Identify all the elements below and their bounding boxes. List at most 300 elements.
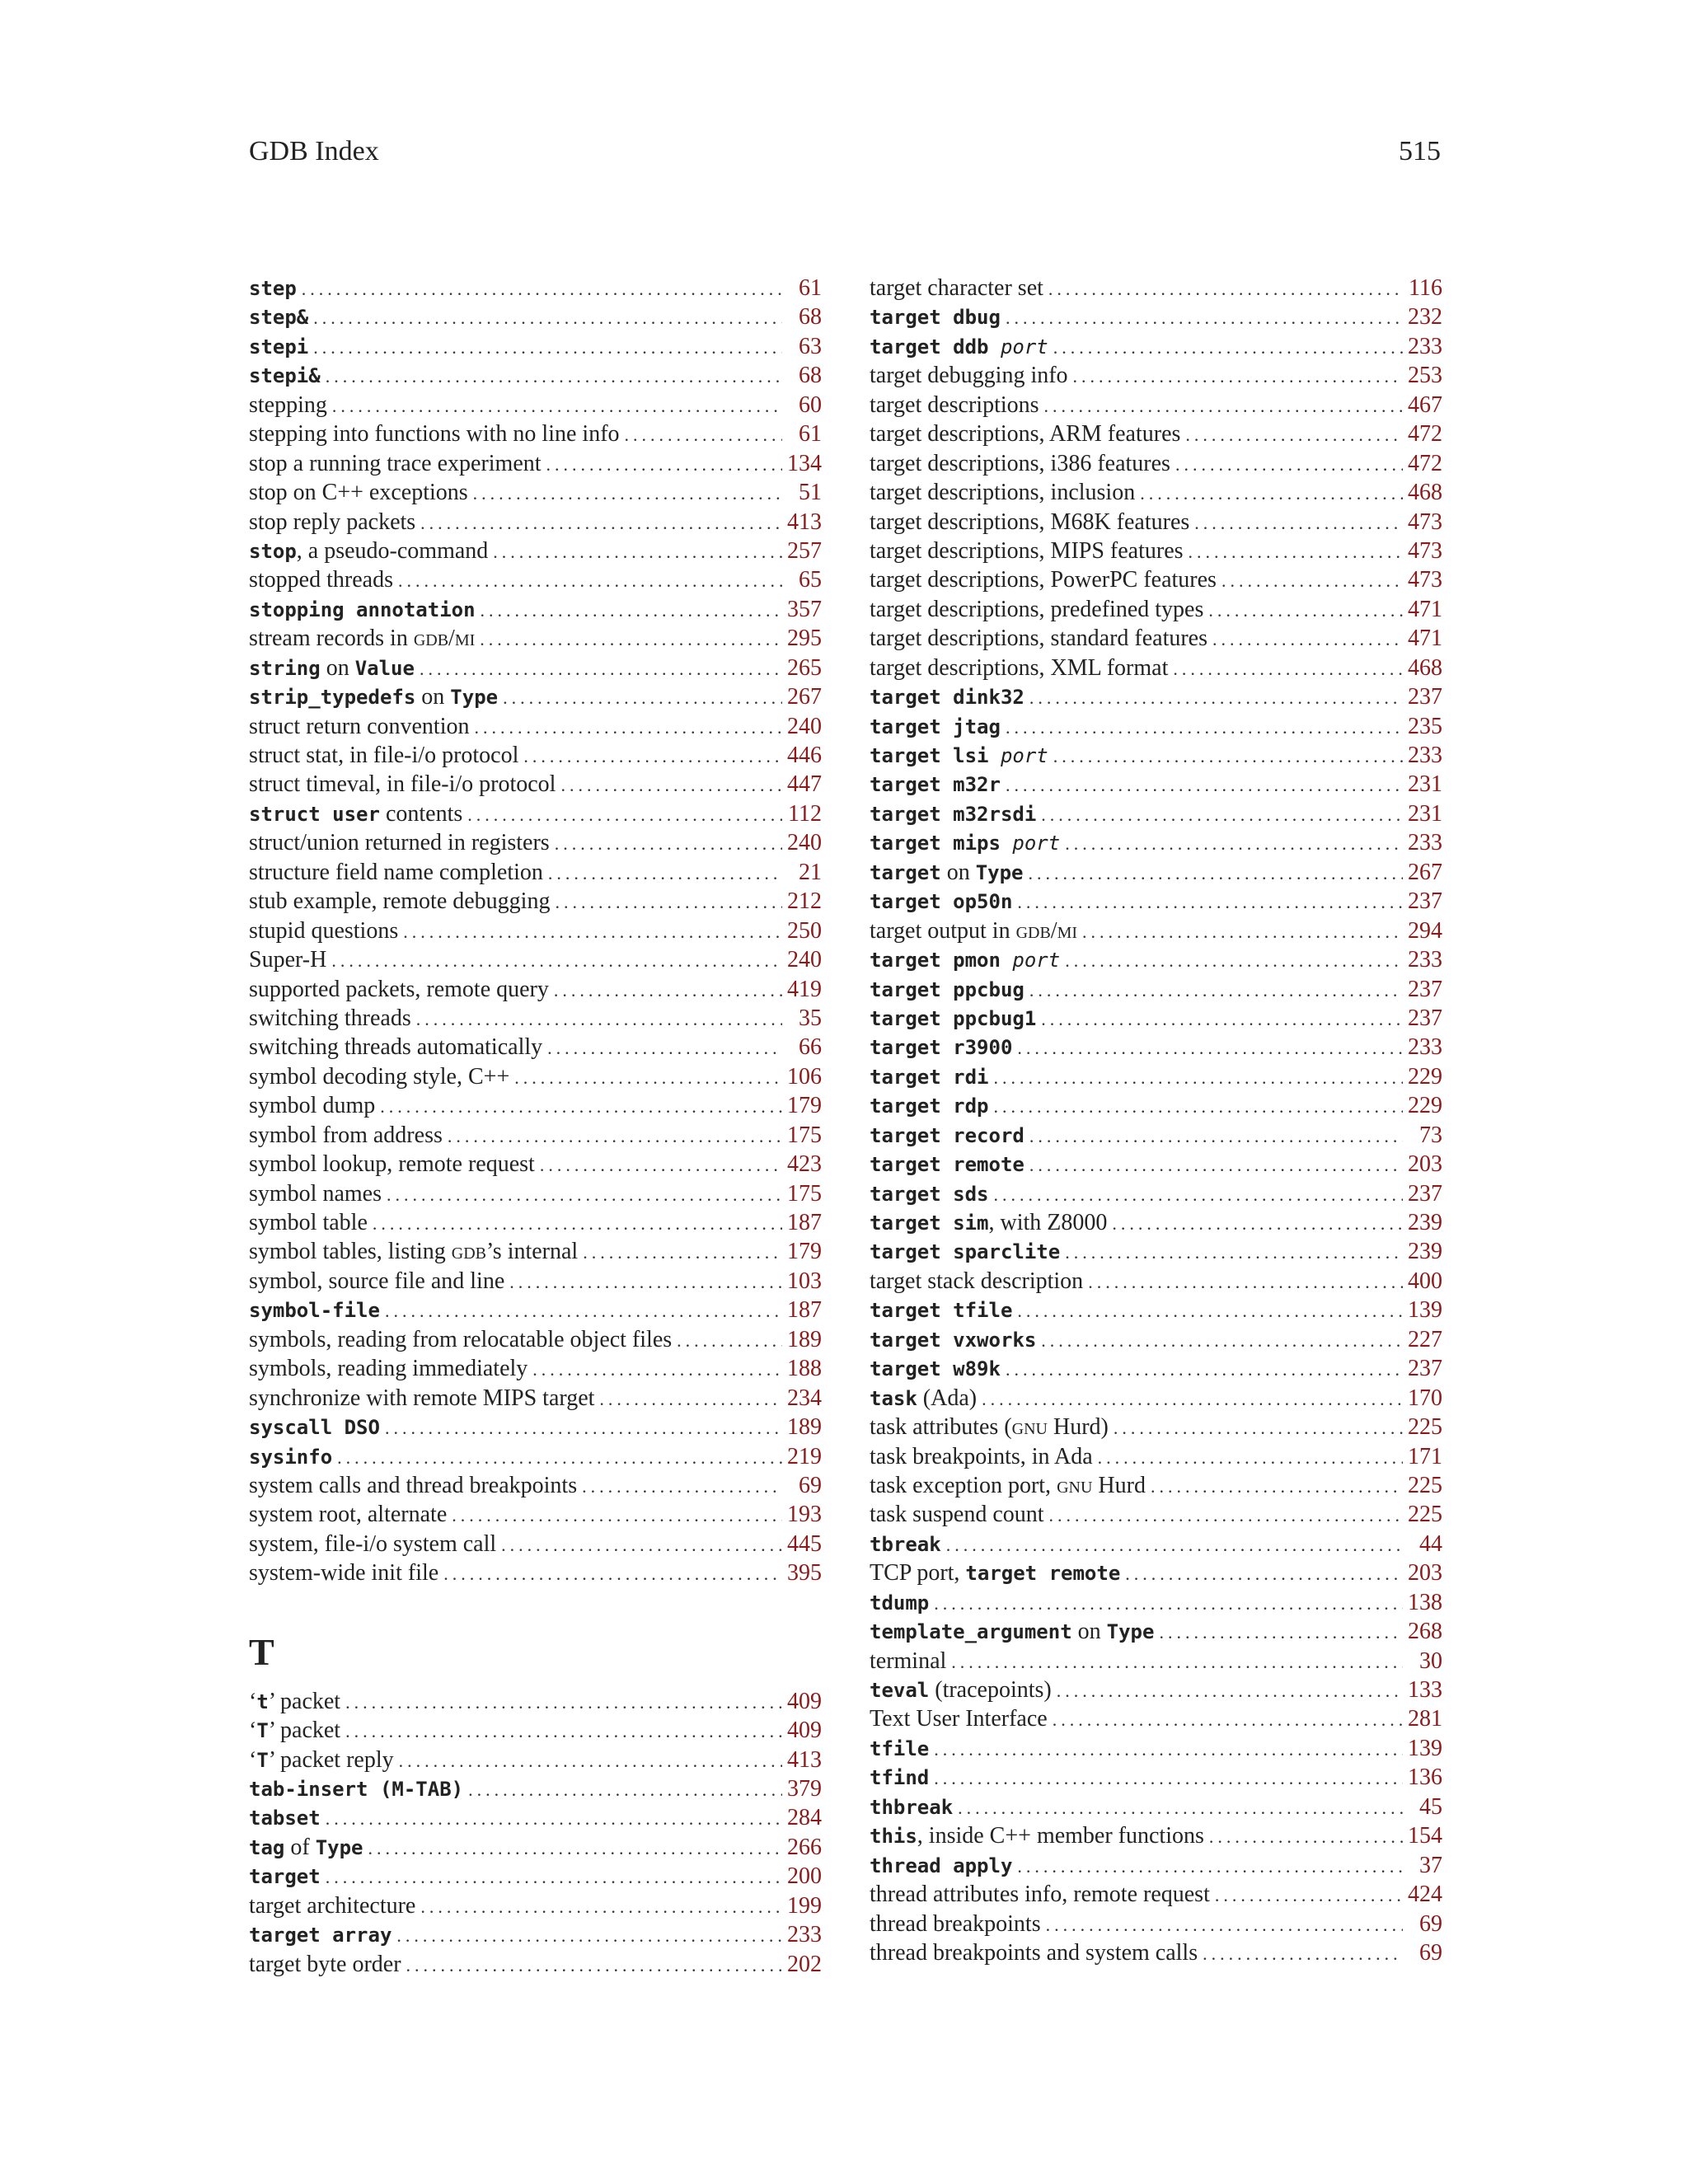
page-link[interactable]: 139 bbox=[1408, 1735, 1442, 1761]
term-part: stop bbox=[249, 539, 297, 563]
index-term bbox=[249, 1033, 542, 1062]
page-link[interactable]: 233 bbox=[1408, 830, 1442, 856]
term-part: switching threads automatically bbox=[249, 1034, 543, 1061]
page-link[interactable]: 233 bbox=[787, 1922, 822, 1948]
dot-leader bbox=[1175, 450, 1403, 478]
page-link[interactable]: 240 bbox=[787, 713, 822, 739]
index-entry bbox=[249, 1746, 822, 1774]
page-link[interactable]: 193 bbox=[787, 1502, 822, 1528]
page-link[interactable]: 231 bbox=[1408, 800, 1442, 827]
index-term bbox=[249, 858, 543, 887]
index-term bbox=[870, 1617, 1154, 1646]
page-link[interactable]: 400 bbox=[1408, 1268, 1442, 1294]
page-link[interactable]: 233 bbox=[1408, 947, 1442, 973]
term-part: Hurd) bbox=[1047, 1414, 1109, 1441]
term-part: port bbox=[1012, 949, 1061, 972]
index-term bbox=[870, 508, 1189, 537]
index-entry bbox=[249, 391, 822, 419]
term-part: symbol decoding style, C++ bbox=[249, 1063, 510, 1090]
index-term bbox=[870, 1851, 1012, 1880]
page-link[interactable]: 44 bbox=[1419, 1530, 1442, 1557]
index-term bbox=[870, 1325, 1036, 1354]
index-entry bbox=[870, 799, 1442, 828]
page-link[interactable]: 187 bbox=[787, 1210, 822, 1235]
index-entry bbox=[249, 1150, 822, 1179]
term-part: port bbox=[1000, 335, 1048, 359]
page-link[interactable]: 116 bbox=[1409, 275, 1442, 301]
page-link[interactable]: 171 bbox=[1408, 1443, 1442, 1469]
index-entry bbox=[249, 682, 822, 711]
term-part: syscall DSO bbox=[249, 1416, 380, 1440]
term-part: target sds bbox=[870, 1182, 989, 1206]
index-entry bbox=[249, 478, 822, 507]
index-term bbox=[249, 1296, 380, 1324]
page-link[interactable]: 232 bbox=[1408, 304, 1442, 330]
page-link[interactable]: 472 bbox=[1408, 421, 1442, 448]
page-link[interactable]: 45 bbox=[1419, 1793, 1442, 1820]
page-link[interactable]: 446 bbox=[787, 743, 822, 768]
page-link[interactable]: 253 bbox=[1408, 363, 1442, 389]
dot-leader bbox=[373, 1209, 782, 1237]
index-term bbox=[249, 1920, 392, 1949]
term-part: target stack description bbox=[870, 1268, 1084, 1294]
dot-leader bbox=[1185, 420, 1403, 448]
dot-leader bbox=[1029, 976, 1403, 1004]
index-entry bbox=[870, 274, 1442, 302]
page-link[interactable]: 268 bbox=[1408, 1619, 1442, 1645]
dot-leader bbox=[946, 1530, 1403, 1558]
page-link[interactable]: 471 bbox=[1408, 626, 1442, 652]
page-link[interactable]: 240 bbox=[787, 830, 822, 856]
page-link[interactable]: 225 bbox=[1408, 1414, 1442, 1441]
term-part: symbols, reading immediately bbox=[249, 1356, 528, 1382]
index-term bbox=[249, 712, 469, 741]
dot-leader bbox=[503, 683, 782, 711]
dot-leader bbox=[332, 391, 782, 419]
index-term bbox=[870, 654, 1168, 682]
page-link[interactable]: 60 bbox=[799, 391, 822, 418]
page-link[interactable]: 63 bbox=[799, 333, 822, 359]
page-link[interactable]: 409 bbox=[787, 1688, 822, 1714]
term-part: stepi bbox=[249, 335, 309, 359]
page-link[interactable]: 379 bbox=[787, 1776, 822, 1802]
term-part: target jtag bbox=[870, 715, 1001, 738]
term-part: gnu bbox=[1011, 1414, 1048, 1441]
page-link[interactable]: 233 bbox=[1408, 333, 1442, 359]
term-part: symbol dump bbox=[249, 1093, 376, 1119]
term-part: struct stat, in file-i/o protocol bbox=[249, 743, 519, 768]
page-link[interactable]: 138 bbox=[1408, 1589, 1442, 1615]
page-link[interactable]: 267 bbox=[787, 684, 822, 710]
page-link[interactable]: 154 bbox=[1408, 1823, 1442, 1849]
page-link[interactable]: 175 bbox=[787, 1180, 822, 1207]
term-part: structure field name completion bbox=[249, 859, 543, 885]
term-part: target dink32 bbox=[870, 686, 1025, 710]
index-term bbox=[249, 565, 393, 594]
index-entry bbox=[870, 1588, 1442, 1617]
dot-leader bbox=[1159, 1618, 1403, 1646]
page-link[interactable]: 35 bbox=[799, 1005, 822, 1031]
term-part: target ppcbug bbox=[870, 977, 1025, 1001]
page-link[interactable]: 133 bbox=[1408, 1677, 1442, 1703]
index-entry bbox=[870, 537, 1442, 565]
page-link[interactable]: 200 bbox=[787, 1863, 822, 1890]
dot-leader bbox=[994, 1063, 1404, 1091]
dot-leader bbox=[443, 1559, 782, 1587]
index-term bbox=[249, 945, 326, 974]
index-term bbox=[870, 478, 1135, 507]
index-entry bbox=[249, 1803, 822, 1832]
page-link[interactable]: 179 bbox=[787, 1093, 822, 1119]
term-part: ’ packet bbox=[268, 1718, 341, 1744]
term-part: symbol table bbox=[249, 1210, 368, 1235]
term-part: target rdp bbox=[870, 1094, 989, 1118]
page-link[interactable]: 237 bbox=[1408, 976, 1442, 1002]
dot-leader bbox=[398, 566, 782, 594]
index-entry bbox=[870, 624, 1442, 653]
page-link[interactable]: 237 bbox=[1408, 888, 1442, 915]
index-entry bbox=[249, 887, 822, 916]
index-term bbox=[870, 1938, 1198, 1967]
index-term bbox=[870, 1062, 989, 1091]
dot-leader bbox=[555, 829, 782, 857]
page-link[interactable]: 189 bbox=[787, 1414, 822, 1441]
index-term bbox=[249, 1774, 463, 1803]
page-link[interactable]: 237 bbox=[1408, 1005, 1442, 1031]
index-entry bbox=[870, 1530, 1442, 1558]
dot-leader bbox=[1053, 742, 1403, 770]
dot-leader bbox=[1212, 625, 1403, 653]
dot-leader bbox=[982, 1385, 1403, 1413]
page-link[interactable]: 473 bbox=[1408, 567, 1442, 593]
index-term bbox=[249, 1237, 578, 1266]
page-link[interactable]: 265 bbox=[787, 654, 822, 681]
page-link[interactable]: 199 bbox=[787, 1892, 822, 1919]
index-entry bbox=[249, 1413, 822, 1441]
page-link[interactable]: 468 bbox=[1408, 654, 1442, 681]
dot-leader bbox=[546, 450, 782, 478]
page-link[interactable]: 237 bbox=[1408, 1180, 1442, 1207]
index-term bbox=[249, 1803, 321, 1832]
page-link[interactable]: 187 bbox=[787, 1297, 822, 1324]
page-link[interactable]: 61 bbox=[799, 421, 822, 448]
term-part: task suspend count bbox=[870, 1502, 1044, 1528]
page-link[interactable]: 37 bbox=[1419, 1852, 1442, 1878]
page-link[interactable]: 170 bbox=[1408, 1385, 1442, 1411]
dot-leader bbox=[416, 1005, 782, 1033]
dot-leader bbox=[326, 362, 782, 390]
page-link[interactable]: 189 bbox=[787, 1326, 822, 1352]
page-link[interactable]: 267 bbox=[1408, 859, 1442, 885]
index-term bbox=[249, 1716, 340, 1745]
dot-leader bbox=[509, 1268, 782, 1296]
dot-leader bbox=[452, 1501, 782, 1529]
page-link[interactable]: 239 bbox=[1408, 1239, 1442, 1265]
index-term bbox=[249, 828, 550, 857]
index-entry bbox=[249, 1237, 822, 1266]
dot-leader bbox=[406, 1951, 782, 1979]
page-link[interactable]: 395 bbox=[787, 1560, 822, 1586]
term-part: teval bbox=[870, 1679, 930, 1702]
index-term bbox=[870, 565, 1217, 594]
index-term bbox=[249, 682, 498, 711]
term-part: system-wide init file bbox=[249, 1560, 439, 1586]
index-entry bbox=[870, 361, 1442, 390]
dot-leader bbox=[1082, 917, 1403, 945]
index-entry bbox=[870, 1910, 1442, 1938]
page-link[interactable]: 240 bbox=[787, 947, 822, 973]
index-entry bbox=[249, 1920, 822, 1949]
index-term bbox=[249, 1746, 394, 1774]
page-link[interactable]: 237 bbox=[1408, 1356, 1442, 1382]
term-part: struct timeval, in file-i/o protocol bbox=[249, 771, 556, 798]
page-link[interactable]: 473 bbox=[1408, 537, 1442, 564]
term-part: target descriptions bbox=[870, 391, 1039, 418]
dot-leader bbox=[1065, 946, 1403, 974]
dot-leader bbox=[1209, 1822, 1403, 1850]
page-link[interactable]: 225 bbox=[1408, 1502, 1442, 1528]
index-entry bbox=[249, 449, 822, 478]
dot-leader bbox=[582, 1472, 782, 1500]
dot-leader bbox=[1041, 1326, 1403, 1354]
page-link[interactable]: 294 bbox=[1408, 917, 1442, 944]
term-part: T bbox=[256, 1719, 269, 1743]
term-part: task attributes ( bbox=[870, 1414, 1012, 1441]
page-link[interactable]: 69 bbox=[1419, 1939, 1442, 1966]
index-entry bbox=[249, 1891, 822, 1920]
index-term bbox=[249, 975, 549, 1004]
page-link[interactable]: 473 bbox=[1408, 509, 1442, 535]
term-part: ‘ bbox=[249, 1746, 257, 1773]
index-entry bbox=[870, 1471, 1442, 1500]
page-link[interactable]: 409 bbox=[787, 1718, 822, 1744]
page-link[interactable]: 445 bbox=[787, 1530, 822, 1557]
index-entry bbox=[870, 508, 1442, 537]
page-link[interactable]: 229 bbox=[1408, 1093, 1442, 1119]
term-part: target dbug bbox=[870, 306, 1001, 330]
page-link[interactable]: 284 bbox=[787, 1805, 822, 1831]
index-term bbox=[870, 1704, 1048, 1733]
page-link[interactable]: 234 bbox=[787, 1385, 822, 1411]
index-entry bbox=[870, 1734, 1442, 1763]
page-link[interactable]: 112 bbox=[788, 800, 822, 827]
page-link[interactable]: 65 bbox=[799, 567, 822, 593]
page-link[interactable]: 219 bbox=[787, 1443, 822, 1469]
page-link[interactable]: 69 bbox=[1419, 1910, 1442, 1937]
page-link[interactable]: 237 bbox=[1408, 684, 1442, 710]
index-entry bbox=[249, 595, 822, 624]
index-entry bbox=[870, 1558, 1442, 1587]
dot-leader bbox=[1151, 1472, 1403, 1500]
dot-leader bbox=[1048, 274, 1403, 302]
term-part: symbols, reading from relocatable object files bbox=[249, 1326, 673, 1352]
dot-leader bbox=[1049, 1501, 1403, 1529]
index-entry bbox=[870, 945, 1442, 974]
page-link[interactable]: 106 bbox=[787, 1063, 822, 1090]
page-link[interactable]: 73 bbox=[1419, 1122, 1442, 1148]
page-link[interactable]: 202 bbox=[787, 1951, 822, 1977]
dot-leader bbox=[1065, 1238, 1403, 1266]
page-link[interactable]: 423 bbox=[787, 1151, 822, 1178]
index-term bbox=[249, 770, 556, 799]
index-term bbox=[870, 916, 1077, 945]
index-term bbox=[870, 1763, 929, 1792]
dot-leader bbox=[420, 1892, 782, 1920]
page-link[interactable]: 179 bbox=[787, 1239, 822, 1265]
dot-leader bbox=[467, 800, 782, 828]
term-part: ’s internal bbox=[486, 1239, 579, 1265]
page-link[interactable]: 203 bbox=[1408, 1560, 1442, 1586]
page-link[interactable]: 139 bbox=[1408, 1297, 1442, 1324]
term-part: struct/union returned in registers bbox=[249, 830, 550, 856]
page-link[interactable]: 212 bbox=[787, 888, 822, 915]
index-term bbox=[249, 654, 415, 682]
index-term bbox=[870, 1675, 1052, 1704]
index-term bbox=[870, 1821, 1204, 1850]
page-link[interactable]: 61 bbox=[799, 275, 822, 301]
index-entry bbox=[870, 1121, 1442, 1150]
page-link[interactable]: 281 bbox=[1408, 1706, 1442, 1732]
page-link[interactable]: 295 bbox=[787, 626, 822, 652]
dot-leader bbox=[1140, 479, 1403, 507]
index-entry bbox=[870, 1091, 1442, 1120]
index-entry bbox=[249, 741, 822, 770]
index-entry bbox=[249, 1091, 822, 1120]
index-term bbox=[249, 302, 308, 331]
term-part: tfile bbox=[870, 1736, 930, 1760]
index-term bbox=[249, 391, 327, 419]
index-entry bbox=[870, 654, 1442, 682]
index-entry bbox=[870, 1237, 1442, 1266]
page-link[interactable]: 66 bbox=[799, 1034, 822, 1061]
index-term bbox=[249, 1384, 594, 1413]
page-link[interactable]: 239 bbox=[1408, 1210, 1442, 1235]
index-term bbox=[249, 361, 321, 390]
page-link[interactable]: 30 bbox=[1419, 1647, 1442, 1674]
term-part: Text User Interface bbox=[870, 1706, 1048, 1732]
index-entry bbox=[249, 1687, 822, 1716]
index-term bbox=[870, 1150, 1025, 1179]
index-entry bbox=[870, 391, 1442, 419]
page-link[interactable]: 235 bbox=[1408, 713, 1442, 739]
page-link[interactable]: 188 bbox=[787, 1356, 822, 1382]
page-link[interactable]: 424 bbox=[1408, 1882, 1442, 1908]
page-link[interactable]: 413 bbox=[787, 1746, 822, 1773]
term-part: port bbox=[1012, 832, 1061, 855]
dot-leader bbox=[1114, 1413, 1403, 1441]
page-link[interactable]: 136 bbox=[1408, 1765, 1442, 1791]
page-link[interactable]: 447 bbox=[787, 771, 822, 798]
page-link[interactable]: 229 bbox=[1408, 1063, 1442, 1090]
index-term bbox=[249, 1500, 447, 1529]
index-entry bbox=[249, 916, 822, 945]
index-term bbox=[870, 391, 1039, 419]
page-link[interactable]: 134 bbox=[787, 450, 822, 476]
index-entry bbox=[870, 595, 1442, 624]
term-part: task bbox=[870, 1386, 917, 1410]
page-link[interactable]: 21 bbox=[799, 859, 822, 885]
page-link[interactable]: 203 bbox=[1408, 1151, 1442, 1178]
page-link[interactable]: 227 bbox=[1408, 1326, 1442, 1352]
term-part: target remote bbox=[965, 1562, 1121, 1586]
index-term bbox=[870, 682, 1025, 711]
page-link[interactable]: 357 bbox=[787, 596, 822, 622]
index-term bbox=[249, 1862, 321, 1891]
dot-leader bbox=[313, 303, 782, 331]
page-link[interactable]: 225 bbox=[1408, 1472, 1442, 1498]
term-part: tabset bbox=[249, 1807, 321, 1830]
term-part: target r3900 bbox=[870, 1036, 1013, 1060]
page-link[interactable]: 471 bbox=[1408, 596, 1442, 622]
term-part: stupid questions bbox=[249, 917, 399, 944]
term-part: gdb/mi bbox=[413, 626, 476, 652]
page-link[interactable]: 103 bbox=[787, 1268, 822, 1294]
page-link[interactable]: 233 bbox=[1408, 1034, 1442, 1061]
index-entry bbox=[870, 828, 1442, 857]
term-part: target debugging info bbox=[870, 363, 1068, 389]
page-link[interactable]: 51 bbox=[799, 480, 822, 506]
term-part: supported packets, remote query bbox=[249, 976, 549, 1002]
index-entry bbox=[870, 1617, 1442, 1646]
term-part: target descriptions, i386 features bbox=[870, 450, 1170, 476]
page-link[interactable]: 68 bbox=[799, 304, 822, 330]
index-entry bbox=[870, 1793, 1442, 1821]
term-part: Super-H bbox=[249, 947, 327, 973]
term-part: target lsi bbox=[870, 744, 1001, 767]
page-link[interactable]: 175 bbox=[787, 1122, 822, 1148]
term-part: of bbox=[284, 1834, 316, 1860]
index-entry bbox=[249, 624, 822, 653]
page-link[interactable]: 419 bbox=[787, 976, 822, 1002]
index-entry bbox=[870, 1442, 1442, 1471]
page-link[interactable]: 69 bbox=[799, 1472, 822, 1498]
page-link[interactable]: 231 bbox=[1408, 771, 1442, 798]
term-part: target sim bbox=[870, 1212, 989, 1235]
page-link[interactable]: 68 bbox=[799, 363, 822, 389]
index-entry bbox=[870, 712, 1442, 741]
index-term bbox=[870, 712, 1001, 741]
dot-leader bbox=[326, 1804, 782, 1832]
dot-leader bbox=[934, 1735, 1403, 1763]
term-part: target ppcbug1 bbox=[870, 1006, 1037, 1030]
index-term bbox=[870, 361, 1068, 390]
dot-leader bbox=[554, 976, 782, 1004]
page-link[interactable]: 257 bbox=[787, 537, 822, 564]
index-entry bbox=[249, 1716, 822, 1745]
term-part: ‘ bbox=[249, 1688, 257, 1714]
page-link[interactable]: 266 bbox=[787, 1834, 822, 1860]
index-entry bbox=[870, 1763, 1442, 1792]
dot-leader bbox=[1017, 888, 1403, 916]
index-entry bbox=[870, 302, 1442, 331]
page-link[interactable]: 413 bbox=[787, 509, 822, 535]
term-part: stop a running trace experiment bbox=[249, 450, 542, 476]
page-link[interactable]: 467 bbox=[1408, 391, 1442, 418]
term-part: target m32r bbox=[870, 773, 1001, 797]
dot-leader bbox=[493, 537, 782, 565]
index-entry bbox=[870, 332, 1442, 361]
index-entry bbox=[249, 1033, 822, 1062]
dot-leader bbox=[1088, 1268, 1403, 1296]
term-part: Type bbox=[450, 686, 499, 710]
page-link[interactable]: 250 bbox=[787, 917, 822, 944]
term-part: system, file-i/o system call bbox=[249, 1530, 497, 1557]
term-part: system root, alternate bbox=[249, 1502, 448, 1528]
term-part: thbreak bbox=[870, 1795, 954, 1819]
page-link[interactable]: 468 bbox=[1408, 480, 1442, 506]
page-link[interactable]: 472 bbox=[1408, 450, 1442, 476]
page-link[interactable]: 233 bbox=[1408, 743, 1442, 768]
